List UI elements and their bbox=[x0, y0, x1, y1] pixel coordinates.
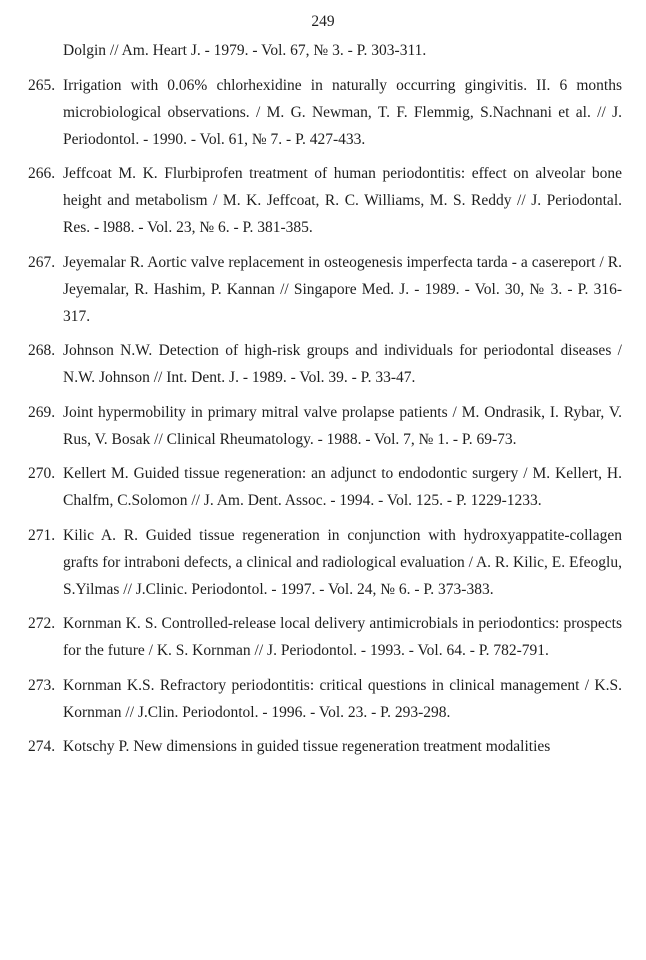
reference-item-269 bbox=[28, 399, 622, 453]
reference-text: Joint hypermobility in primary mitral valve prolapse patients / M. Ondrasik, I. Rybar, V. Rus, V. Bosak // Clinical Rheumatology. - 1988. - Vol. 7, № 1. - P. 69-73. bbox=[63, 403, 622, 448]
reference-text: Dolgin // Am. Heart J. - 1979. - Vol. 67, № 3. - P. 303-311. bbox=[63, 42, 427, 59]
reference-number: 265. bbox=[28, 76, 56, 94]
reference-text: Kilic A. R. Guided tissue regeneration in conjunction with hydroxyappatite-collagen grafts for intraboni defects, a clinical and radiological evaluation / A. R. Kilic, E. Efeoglu, S.Yilmas // J.Clinic. Periodontol. - 1997. - Vol. 24, № 6. - P. 373-383. bbox=[63, 526, 622, 598]
reference-item-272 bbox=[28, 610, 622, 664]
reference-number: 271. bbox=[28, 526, 56, 544]
reference-number: 270. bbox=[28, 465, 56, 482]
reference-text: Johnson N.W. Detection of high-risk groups and individuals for periodontal diseases / N.W. Johnson // Int. Dent. J. - 1989. - Vol. 39. - P. 33-47. bbox=[63, 342, 622, 386]
reference-item-265 bbox=[28, 72, 622, 153]
reference-continuation bbox=[28, 37, 622, 64]
reference-number: 269. bbox=[28, 403, 56, 421]
reference-text: Kotschy P. New dimensions in guided tissue regeneration treatment modalities bbox=[63, 738, 551, 755]
reference-number: 273. bbox=[28, 676, 56, 694]
reference-number: 268. bbox=[28, 342, 56, 359]
reference-number: 272. bbox=[28, 615, 56, 632]
reference-list bbox=[28, 37, 622, 768]
reference-text: Kornman K. S. Controlled-release local delivery antimicrobials in periodontics: prospects for the future / K. S. Kornman // J. Periodontol. - 1993. - Vol. 64. - P. 782-791. bbox=[63, 615, 622, 659]
reference-item-271 bbox=[28, 522, 622, 603]
reference-number: 274. bbox=[28, 738, 56, 755]
reference-item-274 bbox=[28, 733, 622, 760]
reference-item-268 bbox=[28, 337, 622, 391]
reference-item-267 bbox=[28, 249, 622, 330]
reference-text: Kellert M. Guided tissue regeneration: an adjunct to endodontic surgery / M. Kellert, H. Chalfm, C.Solomon // J. Am. Dent. Assoc. - 1994. - Vol. 125. - P. 1229-1233. bbox=[63, 465, 622, 509]
reference-item-266 bbox=[28, 160, 622, 241]
reference-item-270 bbox=[28, 460, 622, 514]
reference-text: Irrigation with 0.06% chlorhexidine in naturally occurring gingivitis. II. 6 months microbiological observations. / M. G. Newman, T. F. Flemmig, S.Nachnani et al. // J. Periodontol. - 1990. - Vol. 61, № 7. - P. 427-433. bbox=[63, 76, 622, 148]
reference-item-273 bbox=[28, 672, 622, 726]
reference-text: Jeffcoat M. K. Flurbiprofen treatment of human periodontitis: effect on alveolar bone height and metabolism / M. K. Jeffcoat, R. C. Williams, M. S. Reddy // J. Periodontal. Res. - l988. - Vol. 23, № 6. - P. 381-385. bbox=[63, 165, 622, 236]
page-number: 249 bbox=[311, 13, 335, 30]
reference-text: Jeyemalar R. Aortic valve replacement in osteogenesis imperfecta tarda - a casereport / R. Jeyemalar, R. Hashim, P. Kannan // Singapore Med. J. - 1989. - Vol. 30, № 3. - P. 316-317. bbox=[63, 253, 622, 325]
reference-number: 266. bbox=[28, 165, 56, 182]
reference-number: 267. bbox=[28, 253, 56, 271]
reference-text: Kornman K.S. Refractory periodontitis: critical questions in clinical management / K.S. Kornman // J.Clin. Periodontol. - 1996. - Vol. 23. - P. 293-298. bbox=[63, 676, 622, 721]
